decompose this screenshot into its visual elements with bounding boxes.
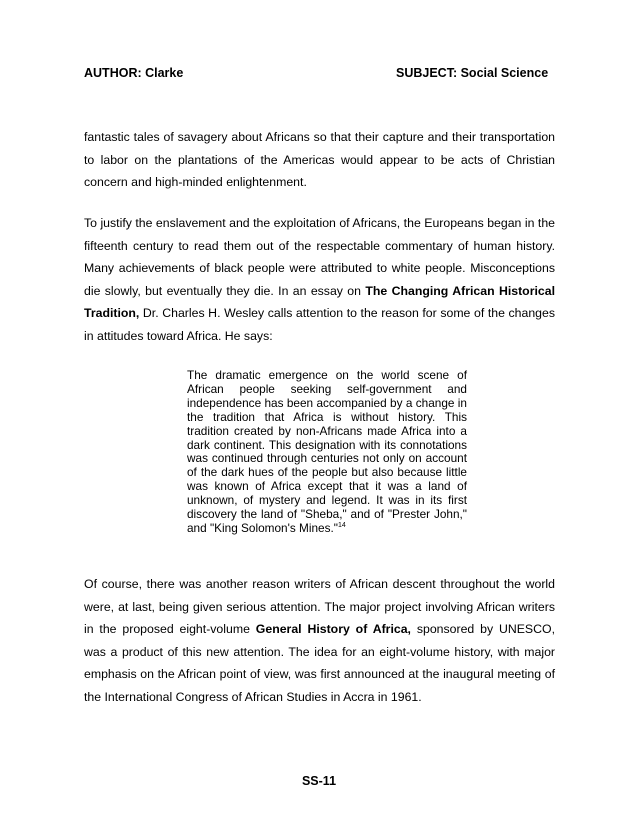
paragraph-2 [84,212,555,347]
paragraph-1: fantastic tales of savagery about Africans so that their capture and their transportation to labor on the plantations of the Americas would appear to be acts of Christian concern and high-minded enlightenment. [84,130,555,189]
paragraph-2-text-before: To justify the enslavement and the exploitation of Africans, the Europeans began in the fifteenth century to read them out of the respectable commentary of human history. Many achievements of black people were attributed to white people. Misconceptions die slowly, but eventually they die. In an essay on [84,216,555,298]
paragraph-3 [84,573,555,708]
block-quote [187,369,467,536]
author-label: AUTHOR: Clarke [84,66,184,80]
book-title: General History of Africa, [255,622,411,636]
subject-label: SUBJECT: Social Science [396,66,549,80]
paragraph-3-text-before: Of course, there was another reason writers of African descent throughout the world were, at last, being given serious attention. The major project involving African writers in the proposed eight-volume [84,577,555,636]
page-header [84,66,554,82]
quote-text: The dramatic emergence on the world scene of African people seeking self-government and independence has been accompanied by a change in the tradition that Africa is without history. This tradition created by non-Africans made Africa into a dark continent. This designation with its connotations was continued through centuries not only on account of the dark hues of the people but also because little was known of Africa except that it was a land of unknown, of mystery and legend. It was in its first discovery the land of "Sheba," and of "Prester John," and "King Solomon's Mines." [187,368,467,535]
page-number: SS-11 [301,774,337,788]
essay-title: The Changing African Historical Tradition, [84,283,555,320]
paragraph-3-text-after: sponsored by UNESCO, was a product of this new attention. The idea for an eight-volume history, with major emphasis on the African point of view, was first announced at the inaugural meeting of the International Congress of African Studies in Accra in 1961. [84,622,555,704]
paragraph-2-text-after: Dr. Charles H. Wesley calls attention to the reason for some of the changes in attitudes toward Africa. He says: [84,306,555,343]
footnote-marker: 14 [337,522,346,530]
